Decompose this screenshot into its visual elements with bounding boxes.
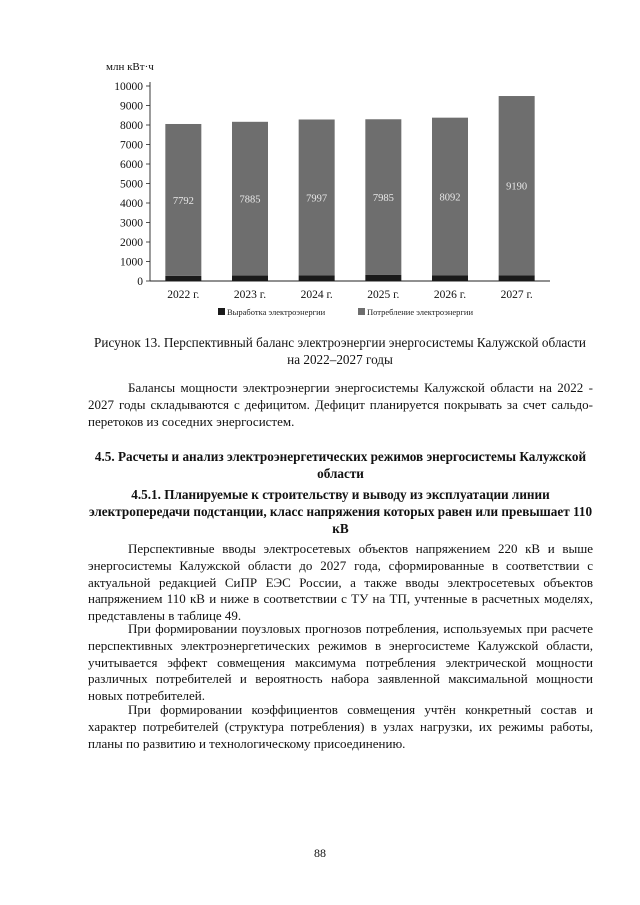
data-label: 7885	[239, 194, 261, 206]
y-tick-label: 9000	[120, 100, 143, 113]
x-tick-label: 2027 г.	[500, 289, 533, 301]
y-tick-label: 7000	[120, 139, 143, 152]
y-tick-label: 8000	[120, 120, 143, 132]
x-tick-label: 2024 г.	[300, 289, 333, 301]
paragraph-balance: Балансы мощности электроэнергии энергосистемы Калужской области на 2022 - 2027 годы складываются с дефицитом. Дефицит планируется покрывать за счет сальдо-перетоков из соседних энергосистем.	[88, 380, 593, 429]
data-label: 9190	[506, 181, 528, 193]
energy-balance-chart	[100, 56, 560, 326]
y-tick-label: 2000	[120, 237, 143, 249]
data-label: 7792	[172, 195, 194, 207]
data-label: 7997	[306, 193, 328, 205]
legend-entry: Потребление электроэнергии	[367, 307, 473, 317]
y-axis-label: млн кВт·ч	[106, 61, 154, 73]
y-tick-label: 1000	[120, 256, 143, 269]
data-label: 8092	[439, 192, 461, 204]
paragraph-coefficients: При формировании коэффициентов совмещения учтён конкретный состав и характер потребителей (структура потребления) в узлах нагрузки, их режимы работы, планы по развитию и технологическому присоединению.	[88, 702, 593, 751]
x-tick-label: 2025 г.	[367, 289, 400, 301]
y-tick-label: 3000	[120, 217, 143, 230]
section-heading-4-5-1: 4.5.1. Планируемые к строительству и выводу из эксплуатации линии электропередачи подстанции, класс напряжения которых равен или превышает 110 кВ	[88, 487, 593, 536]
page-number: 88	[314, 846, 326, 860]
y-tick-label: 6000	[120, 159, 143, 171]
x-tick-label: 2023 г.	[233, 289, 267, 301]
figure-caption: Рисунок 13. Перспективный баланс электроэнергии энергосистемы Калужской области на 2022–2027 годы	[94, 335, 586, 367]
y-tick-label: 5000	[120, 178, 143, 191]
paragraph-load-forecast: При формировании поузловых прогнозов потребления, используемых при расчете перспективных электроэнергетических режимов в энергосистеме Калужской области, учитывается эффект совмещения максимума потребления электрической мощности различных потребителей и вероятность набора заявленной максимальной мощности новых потребителей.	[88, 621, 593, 704]
y-tick-label: 10000	[114, 81, 143, 93]
section-heading-4-5: 4.5. Расчеты и анализ электроэнергетических режимов энергосистемы Калужской области	[94, 449, 587, 481]
x-tick-label: 2026 г.	[433, 289, 467, 301]
paragraph-network-inputs: Перспективные вводы электросетевых объектов напряжением 220 кВ и выше энергосистемы Калужской области до 2027 года, сформированные в соответствии с актуальной редакцией СиПР ЕЭС России, а также вводы электросетевых объектов напряжением 110 кВ и ниже в соответствии с ТУ на ТП, учтенные в расчетных моделях, представлены в таблице 49.	[88, 541, 593, 624]
data-label: 7985	[372, 193, 394, 205]
y-tick-label: 0	[137, 276, 143, 288]
y-tick-label: 4000	[120, 198, 143, 210]
legend-entry: Выработка электроэнергии	[227, 307, 326, 317]
legend-swatch	[358, 308, 365, 315]
x-tick-label: 2022 г.	[167, 289, 200, 301]
legend-swatch	[218, 308, 225, 315]
